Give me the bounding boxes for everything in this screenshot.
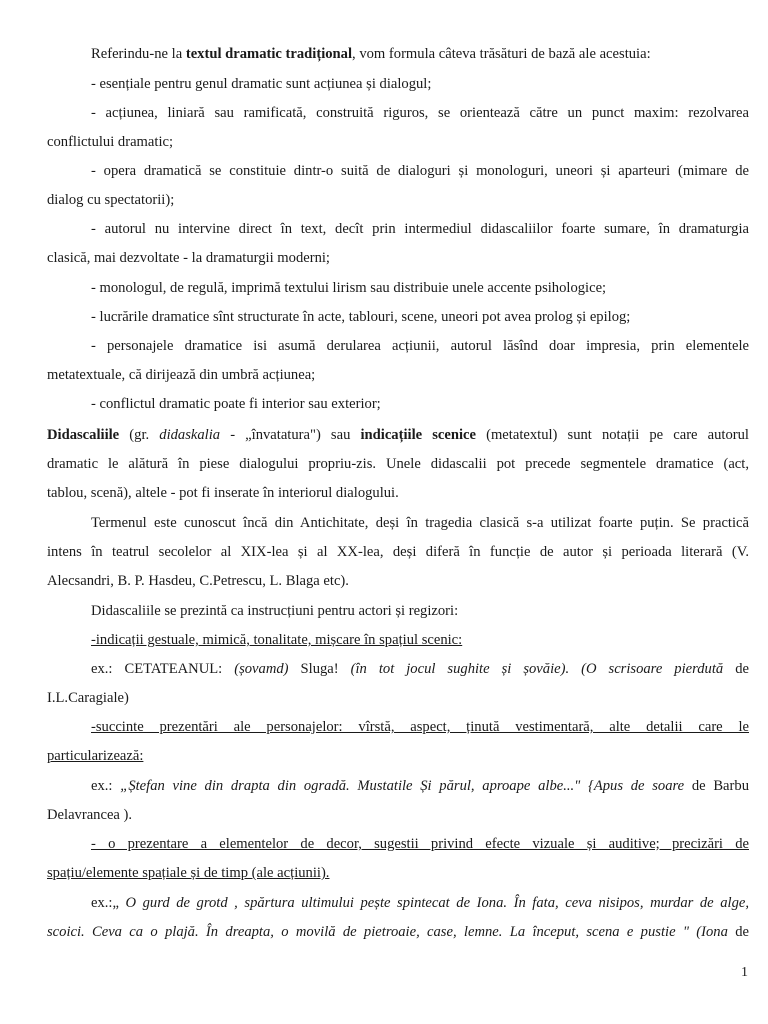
intro-lead: Referindu-ne la <box>91 46 186 62</box>
trait-line: - conflictul dramatic poate fi interior sau exterior; <box>91 396 381 412</box>
page-number: 1 <box>741 965 748 980</box>
category-heading <box>47 746 749 766</box>
category-heading <box>91 834 749 854</box>
definition-etymology: didaskalia <box>159 427 221 443</box>
example-line <box>91 893 749 913</box>
trait-line: - monologul, de regulă, imprimă textului lirism sau distribuie unele accente psihologice; <box>91 280 607 296</box>
category-heading <box>91 717 749 737</box>
trait-line: - personajele dramatice isi asumă derularea acțiunii, autorul lăsînd doar impresia, prin elementele <box>91 338 749 354</box>
category-heading <box>91 630 749 650</box>
example-prefix: ex.: <box>91 778 121 794</box>
trait-line: - opera dramatică se constituie dintr-o suită de dialoguri și monologuri, uneori și aparteuri (mimare de <box>91 163 749 179</box>
example-italic: (șovamd) <box>234 661 289 677</box>
history-line: Alecsandri, B. P. Hasdeu, C.Petrescu, L. Blaga etc). <box>47 573 349 589</box>
definition-line: tablou, scenă), altele - pot fi inserate în interiorul dialogului. <box>47 485 399 501</box>
category-2-text: -succinte prezentări ale personajelor: vîrstă, aspect, ținută vestimentară, alte detalii care le <box>91 719 749 735</box>
example-italic: scoici. Ceva ca o plajă. În dreapta, o movilă de pietroaie, case, lemne. La început, scena e pustie " (Iona <box>47 924 728 940</box>
example-italic: (în tot jocul sughite și șovăie). (O scrisoare pierdută <box>350 661 724 677</box>
category-heading <box>47 863 749 883</box>
intro-bold-term: textul dramatic tradițional <box>185 46 353 62</box>
definition-text: (metatextul) sunt notații pe care autorul <box>475 427 749 443</box>
history-line: intens în teatrul secolelor al XIX-lea și al XX-lea, deși diferă în funcție de autor și perioada literară (V. <box>47 544 749 560</box>
example-text: Sluga! <box>288 661 351 677</box>
example-italic: „Ștefan vine din drapta din ogradă. Mustatile Și părul, aproape albe..." {Apus de soare <box>120 778 685 794</box>
trait-line: metatextuale, că dirijează din umbră acțiunea; <box>47 367 316 383</box>
example-prefix: ex.: CETATEANUL: <box>91 661 235 677</box>
definition-text: - „învatatura") sau <box>220 427 361 443</box>
definition-line <box>47 425 749 445</box>
example-line <box>91 659 749 679</box>
category-3-text: - o prezentare a elementelor de decor, sugestii privind efecte vizuale și auditive; precizări de <box>91 836 749 852</box>
category-3-text: spațiu/elemente spațiale și de timp (ale acțiunii). <box>47 865 330 881</box>
trait-line: - esențiale pentru genul dramatic sunt acțiunea și dialogul; <box>91 76 432 92</box>
category-2-text: particularizează: <box>47 748 144 764</box>
trait-line: conflictului dramatic; <box>47 134 174 150</box>
trait-line: - lucrările dramatice sînt structurate în acte, tablouri, scene, uneori pot avea prolog și epilog; <box>91 309 631 325</box>
trait-line: - acțiunea, liniară sau ramificată, construită riguros, se orientează către un punct maxim: rezolvarea <box>91 105 749 121</box>
intro-rest: , vom formula câteva trăsături de bază ale acestuia: <box>352 46 651 62</box>
example-line <box>91 776 749 796</box>
intro-paragraph <box>91 44 749 64</box>
definition-term-2: indicațiile scenice <box>360 427 476 443</box>
instructions-intro: Didascaliile se prezintă ca instrucțiuni pentru actori și regizori: <box>91 603 459 619</box>
example-line: I.L.Caragiale) <box>47 690 129 706</box>
example-text: de <box>727 924 749 940</box>
definition-term: Didascaliile <box>47 427 120 443</box>
definition-line: dramatic le alătură în piese dialogului propriu-zis. Unele didascalii pot precede segmentele dramatice (act, <box>47 456 749 472</box>
example-italic: O gurd de grotd , spărtura ultimului pește spintecat de Iona. În fata, ceva nisipos, murdar de alge, <box>125 895 749 911</box>
trait-line: clasică, mai dezvoltate - la dramaturgii moderni; <box>47 250 330 266</box>
example-text: de <box>723 661 749 677</box>
example-line <box>47 922 749 942</box>
category-1-text: -indicații gestuale, mimică, tonalitate, mișcare în spațiul scenic: <box>91 632 463 648</box>
example-prefix: ex.:„ <box>91 895 126 911</box>
example-line: Delavrancea ). <box>47 807 133 823</box>
history-line: Termenul este cunoscut încă din Antichitate, deși în tragedia clasică s-a utilizat foarte puțin. Se practică <box>91 515 749 531</box>
example-text: de Barbu <box>684 778 749 794</box>
trait-line: - autorul nu intervine direct în text, decît prin intermediul didascaliilor foarte sumare, în dramaturgia <box>91 221 749 237</box>
definition-text: (gr. <box>119 427 160 443</box>
trait-line: dialog cu spectatorii); <box>47 192 175 208</box>
